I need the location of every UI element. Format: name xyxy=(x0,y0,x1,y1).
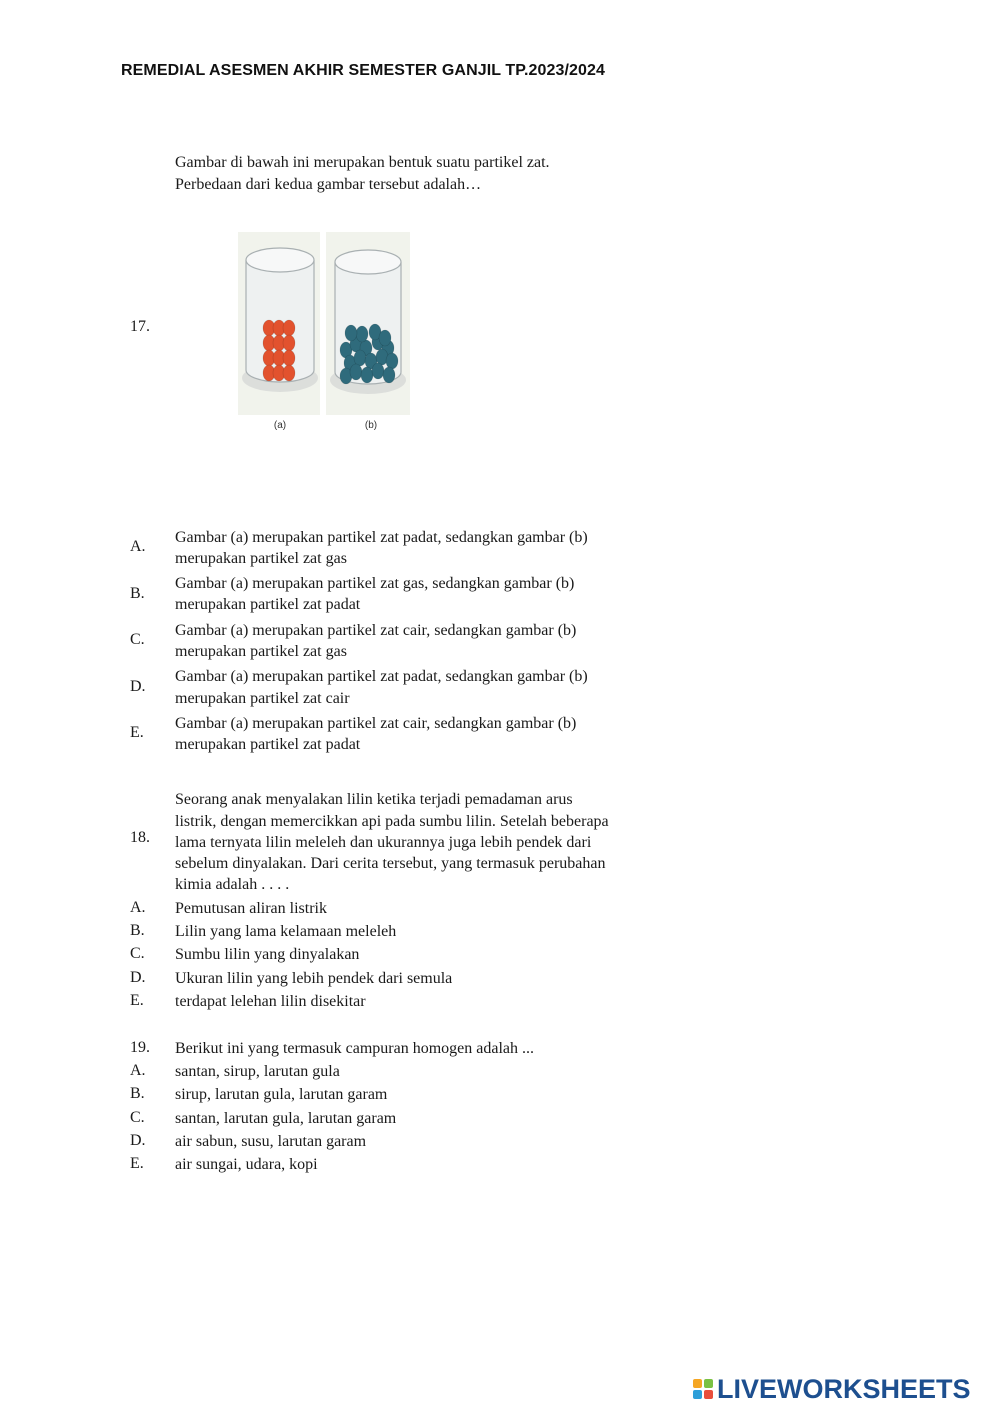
q17-number: 17. xyxy=(130,318,150,335)
solid-particle xyxy=(283,335,295,351)
q18-number: 18. xyxy=(130,829,150,846)
liquid-particle xyxy=(383,367,395,383)
q18-option-d: Ukuran lilin yang lebih pendek dari semula xyxy=(175,970,453,987)
q17-stem-line2: Perbedaan dari kedua gambar tersebut adalah… xyxy=(175,176,482,193)
q18-option-letter: D. xyxy=(130,969,146,986)
q18-option-c: Sumbu lilin yang dinyalakan xyxy=(175,946,360,963)
solid-particle xyxy=(283,320,295,336)
q19-stem: Berikut ini yang termasuk campuran homogen adalah ... xyxy=(175,1040,535,1057)
liquid-particle xyxy=(356,326,368,342)
beaker-a xyxy=(242,248,318,392)
q19-option-letter: C. xyxy=(130,1109,145,1126)
solid-particle xyxy=(283,350,295,366)
q18-option-letter: A. xyxy=(130,899,146,916)
q17-stem-line1: Gambar di bawah ini merupakan bentuk suatu partikel zat. xyxy=(175,154,550,171)
q19-option-c: santan, larutan gula, larutan garam xyxy=(175,1110,397,1127)
q19-option-e: air sungai, udara, kopi xyxy=(175,1156,318,1173)
figure-label-a: (a) xyxy=(273,420,287,431)
q18-option-letter: C. xyxy=(130,945,145,962)
q17-option-letter: B. xyxy=(130,585,145,602)
q18-stem-line: sebelum dinyalakan. Dari cerita tersebut, yang termasuk perubahan xyxy=(175,855,606,872)
liveworksheets-logo[interactable] xyxy=(693,1374,971,1404)
q17-option-d-line1: Gambar (a) merupakan partikel zat padat, sedangkan gambar (b) xyxy=(175,668,588,685)
liquid-particle xyxy=(354,350,366,366)
particles-solid xyxy=(263,320,295,381)
q17-option-letter: E. xyxy=(130,724,144,741)
q17-option-c-line1: Gambar (a) merupakan partikel zat cair, sedangkan gambar (b) xyxy=(175,622,577,639)
beaker-b xyxy=(330,250,406,394)
q17-option-b-line2: merupakan partikel zat padat xyxy=(175,596,361,613)
q19-option-letter: E. xyxy=(130,1155,144,1172)
logo-cell xyxy=(704,1379,713,1388)
figure-label-b: (b) xyxy=(364,420,378,431)
q18-stem-line: kimia adalah . . . . xyxy=(175,876,290,893)
logo-text: LIVEWORKSHEETS xyxy=(717,1373,971,1404)
particles-liquid xyxy=(340,324,398,384)
particle-figure xyxy=(238,230,418,435)
q18-stem-line: lama ternyata lilin meleleh dan ukurannya juga lebih pendek dari xyxy=(175,834,592,851)
logo-cell xyxy=(693,1390,702,1399)
q17-option-a-line1: Gambar (a) merupakan partikel zat padat, sedangkan gambar (b) xyxy=(175,529,588,546)
q17-option-letter: D. xyxy=(130,678,146,695)
q19-option-b: sirup, larutan gula, larutan garam xyxy=(175,1086,388,1103)
liquid-particle xyxy=(386,353,398,369)
q17-option-b-line1: Gambar (a) merupakan partikel zat gas, sedangkan gambar (b) xyxy=(175,575,575,592)
q17-option-e-line2: merupakan partikel zat padat xyxy=(175,736,361,753)
q18-option-e: terdapat lelehan lilin disekitar xyxy=(175,993,366,1010)
liquid-particle xyxy=(345,325,357,341)
logo-cell xyxy=(693,1379,702,1388)
q17-option-c-line2: merupakan partikel zat gas xyxy=(175,643,347,660)
liquid-particle xyxy=(350,364,362,380)
q18-stem-line: Seorang anak menyalakan lilin ketika terjadi pemadaman arus xyxy=(175,791,573,808)
solid-particle xyxy=(283,365,295,381)
q17-option-d-line2: merupakan partikel zat cair xyxy=(175,690,350,707)
q18-option-letter: B. xyxy=(130,922,145,939)
liquid-particle xyxy=(379,330,391,346)
q17-option-letter: C. xyxy=(130,631,145,648)
logo-cell xyxy=(704,1390,713,1399)
q19-option-letter: D. xyxy=(130,1132,146,1149)
q19-option-letter: B. xyxy=(130,1085,145,1102)
q19-option-d: air sabun, susu, larutan garam xyxy=(175,1133,367,1150)
q19-option-letter: A. xyxy=(130,1062,146,1079)
q18-option-letter: E. xyxy=(130,992,144,1009)
liquid-particle xyxy=(361,367,373,383)
liquid-particle xyxy=(372,363,384,379)
q17-option-letter: A. xyxy=(130,538,146,555)
q18-option-a: Pemutusan aliran listrik xyxy=(175,900,327,917)
logo-grid-icon xyxy=(693,1379,713,1399)
page-title: REMEDIAL ASESMEN AKHIR SEMESTER GANJIL TP.2023/2024 xyxy=(121,62,606,79)
q18-stem-line: listrik, dengan memercikkan api pada sumbu lilin. Setelah beberapa xyxy=(175,813,609,830)
q19-option-a: santan, sirup, larutan gula xyxy=(175,1063,340,1080)
q19-number: 19. xyxy=(130,1039,150,1056)
q17-option-a-line2: merupakan partikel zat gas xyxy=(175,550,347,567)
q18-option-b: Lilin yang lama kelamaan meleleh xyxy=(175,923,397,940)
q17-option-e-line1: Gambar (a) merupakan partikel zat cair, sedangkan gambar (b) xyxy=(175,715,577,732)
